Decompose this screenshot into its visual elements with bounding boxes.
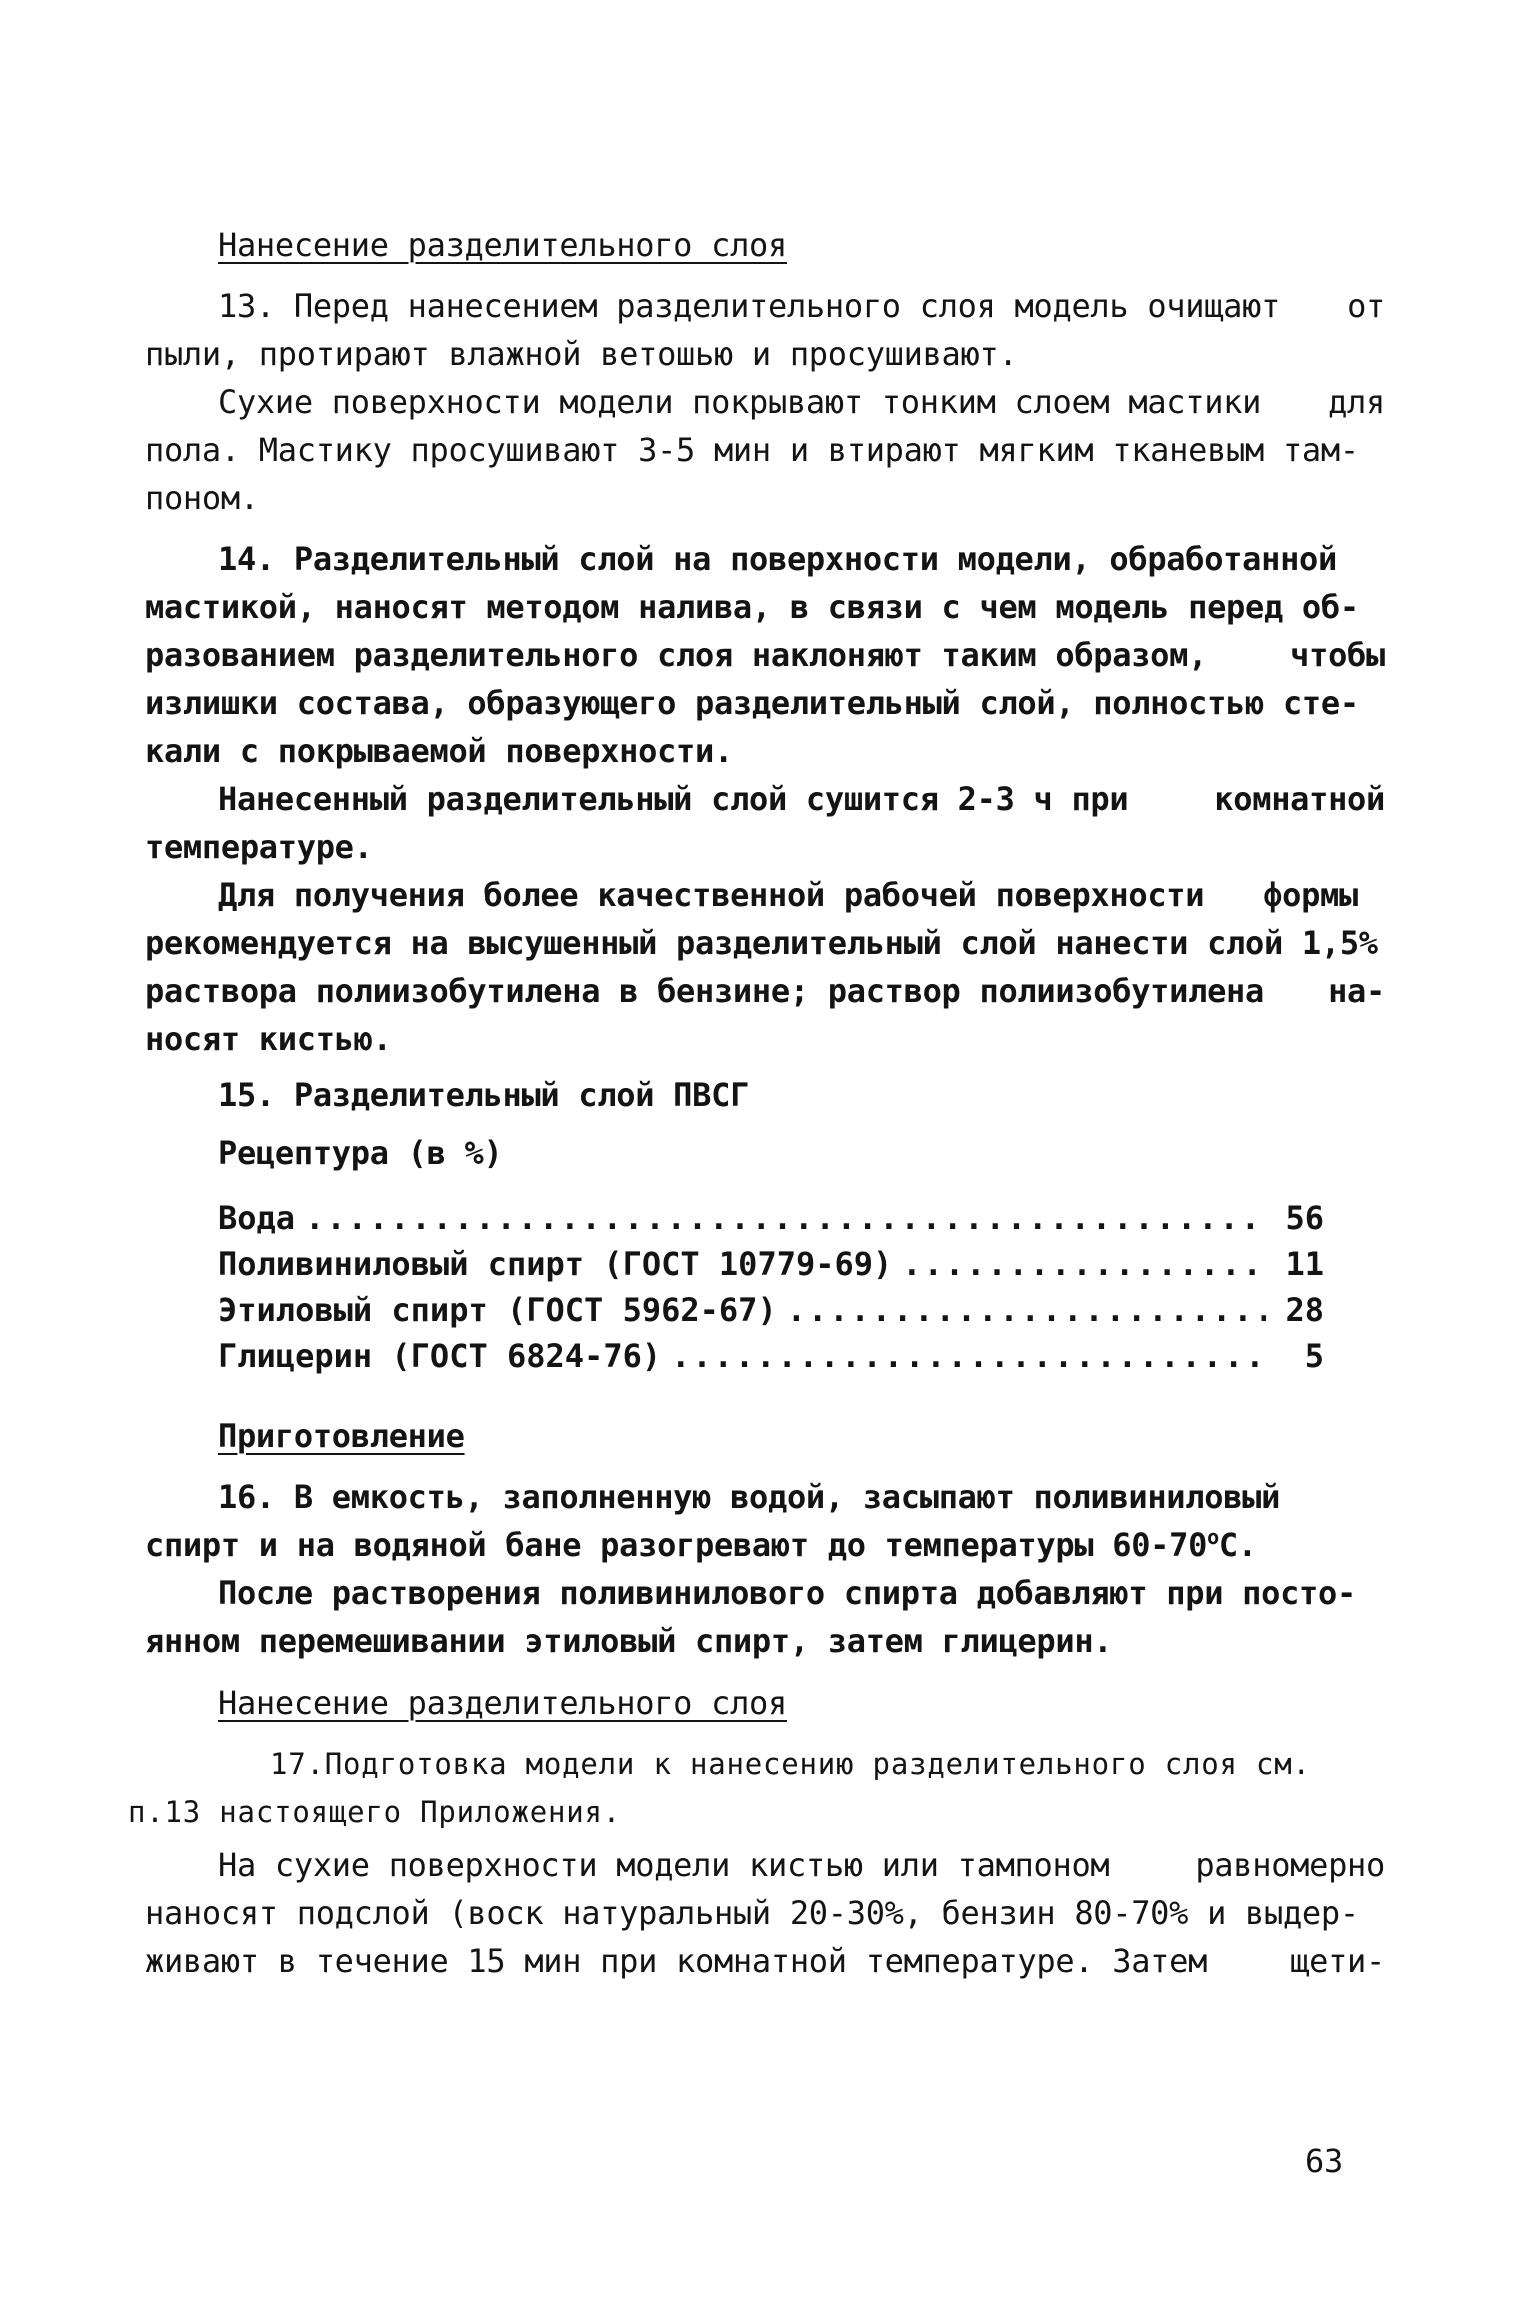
section-heading: Приготовление bbox=[218, 1417, 465, 1455]
recipe-heading: Рецептура (в %) bbox=[218, 1134, 503, 1172]
recipe-row: Вода ..... 56 bbox=[218, 1195, 1324, 1241]
paragraph-17b-line: живают в течение 15 мин при комнатной температуре. Затем щети- bbox=[145, 1942, 1385, 1980]
paragraph-16-line: спирт и на водяной бане разогревают до температуры $60-70^оС$. bbox=[145, 1525, 1257, 1564]
paragraph-14b-line: Нанесенный разделительный слой сушится 2-3 ч при комнатной bbox=[218, 780, 1385, 818]
paragraph-13-line: 13. Перед нанесением разделительного слоя модель очищают от bbox=[218, 287, 1385, 325]
paragraph-16-line: После растворения поливинилового спирта добавляют при посто- bbox=[218, 1574, 1356, 1612]
paragraph-14-line: разованием разделительного слоя наклоняют таким образом, чтобы bbox=[145, 636, 1385, 674]
page-number: 63 bbox=[1305, 2142, 1343, 2180]
paragraph-14c-line: носят кистью. bbox=[145, 1020, 392, 1058]
paragraph-16-line: янном перемешивании этиловый спирт, затем глицерин. bbox=[145, 1622, 1113, 1660]
paragraph-13b-line: пола. Мастику просушивают 3-5 мин и втирают мягким тканевым там- bbox=[145, 431, 1359, 469]
paragraph-17b-line: На сухие поверхности модели кистью или тампоном равномерно bbox=[218, 1846, 1385, 1884]
paragraph-14c-line: раствора полиизобутилена в бензине; раствор полиизобутилена на- bbox=[145, 972, 1385, 1010]
paragraph-14c-line: рекомендуется на высушенный разделительный слой нанести слой 1,5% bbox=[145, 924, 1378, 962]
paragraph-13b-line: Сухие поверхности модели покрывают тонким слоем мастики для bbox=[218, 383, 1385, 421]
section-heading: Нанесение разделительного слоя bbox=[218, 1684, 787, 1722]
paragraph-17-line: 17.Подготовка модели к нанесению разделительного слоя см. bbox=[270, 1747, 1311, 1781]
paragraph-14-line: излишки состава, образующего разделительный слой, полностью сте- bbox=[145, 684, 1359, 722]
paragraph-15-title: 15. Разделительный слой ПВСГ bbox=[218, 1076, 750, 1114]
paragraph-14b-line: температуре. bbox=[145, 828, 373, 866]
paragraph-16-line: 16. В емкость, заполненную водой, засыпают поливиниловый bbox=[218, 1478, 1281, 1516]
paragraph-14c-line: Для получения более качественной рабочей поверхности формы bbox=[218, 876, 1358, 914]
paragraph-14-line: мастикой, наносят методом налива, в связи с чем модель перед об- bbox=[145, 588, 1359, 626]
paragraph-13b-line: поном. bbox=[145, 479, 259, 517]
paragraph-14-line: 14. Разделительный слой на поверхности модели, обработанной bbox=[218, 540, 1337, 578]
recipe-row: Глицерин (ГОСТ 6824-76) ..... 5 bbox=[218, 1333, 1324, 1379]
section-heading: Нанесение разделительного слоя bbox=[218, 226, 787, 264]
paragraph-13-line: пыли, протирают влажной ветошью и просушивают. bbox=[145, 335, 1018, 373]
recipe-row: Этиловый спирт (ГОСТ 5962-67) ..... 28 bbox=[218, 1287, 1324, 1333]
paragraph-17-line: п.13 настоящего Приложения. bbox=[128, 1795, 622, 1829]
paragraph-17b-line: наносят подслой (воск натуральный 20-30%, бензин 80-70% и выдер- bbox=[145, 1894, 1359, 1932]
paragraph-14-line: кали с покрываемой поверхности. bbox=[145, 732, 733, 770]
recipe-row: Поливиниловый спирт (ГОСТ 10779-69) ..... 11 bbox=[218, 1241, 1324, 1287]
